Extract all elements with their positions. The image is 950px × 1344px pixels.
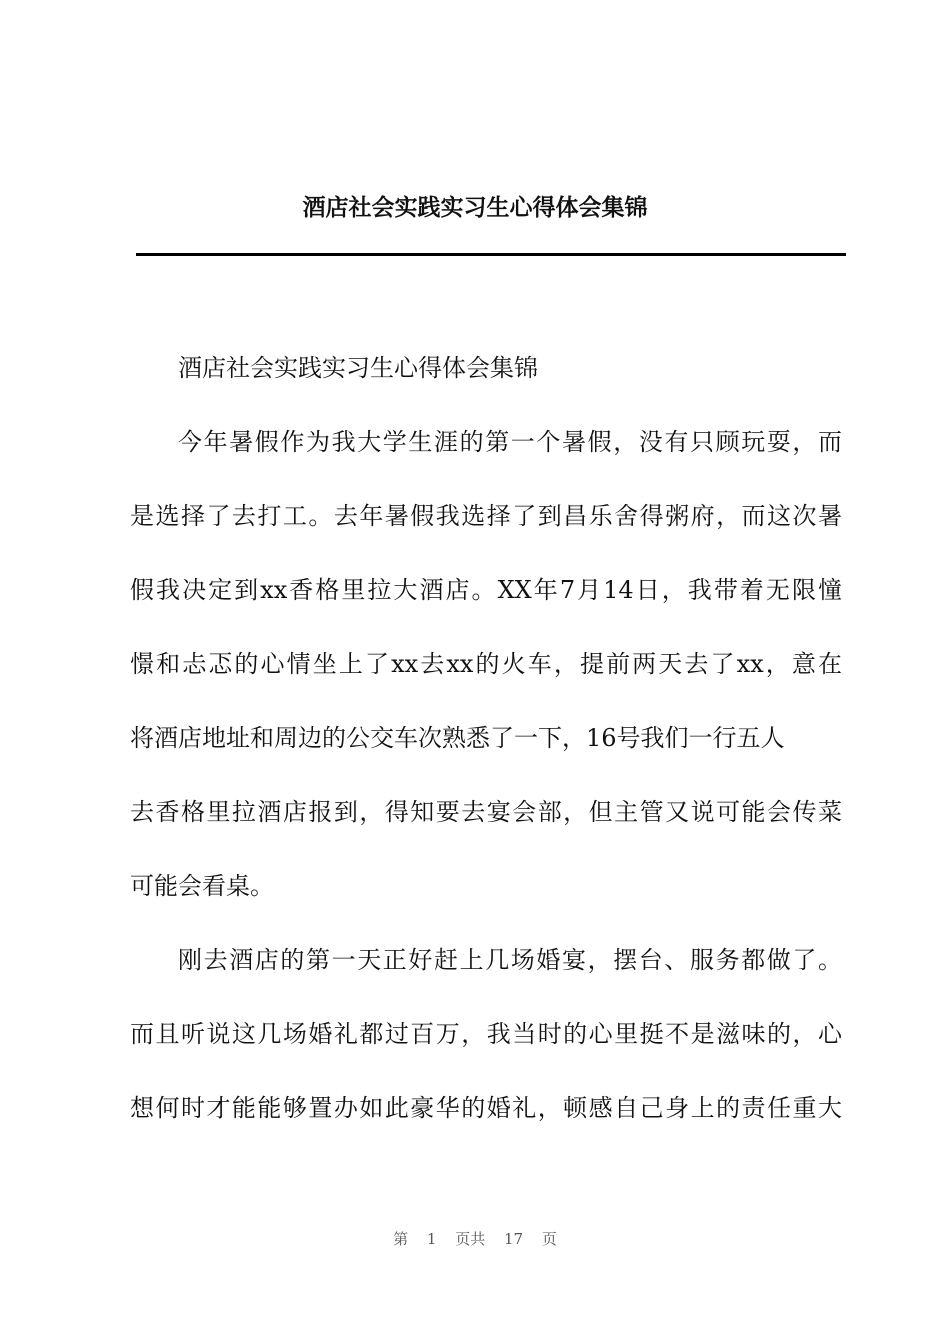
paragraph-line: 憬和忐忑的心情坐上了xx去xx的火车，提前两天去了xx，意在: [130, 650, 842, 678]
page-title: 酒店社会实践实习生心得体会集锦: [302, 194, 648, 221]
paragraph-line: 刚去酒店的第一天正好赶上几场婚宴，摆台、服务都做了。: [178, 946, 842, 974]
paragraph-line: 而且听说这几场婚礼都过百万，我当时的心里挺不是滋味的，心: [130, 1020, 842, 1048]
paragraph-line: 可能会看桌。: [130, 872, 274, 900]
paragraph-line: 将酒店地址和周边的公交车次熟悉了一下，16号我们一行五人: [130, 724, 785, 752]
paragraph-line: 是选择了去打工。去年暑假我选择了到昌乐舍得粥府，而这次暑: [130, 502, 842, 530]
body-heading: 酒店社会实践实习生心得体会集锦: [178, 354, 538, 382]
paragraph-line: 今年暑假作为我大学生涯的第一个暑假，没有只顾玩耍，而: [178, 428, 842, 456]
page-footer: 第 1 页共 17 页: [393, 1230, 557, 1248]
paragraph-line: 想何时才能能够置办如此豪华的婚礼，顿感自己身上的责任重大: [130, 1094, 842, 1122]
paragraph-line: 假我决定到xx香格里拉大酒店。XX年7月14日，我带着无限憧: [130, 576, 842, 604]
title-divider: [136, 253, 846, 256]
paragraph-line: 去香格里拉酒店报到，得知要去宴会部，但主管又说可能会传菜: [130, 798, 842, 826]
